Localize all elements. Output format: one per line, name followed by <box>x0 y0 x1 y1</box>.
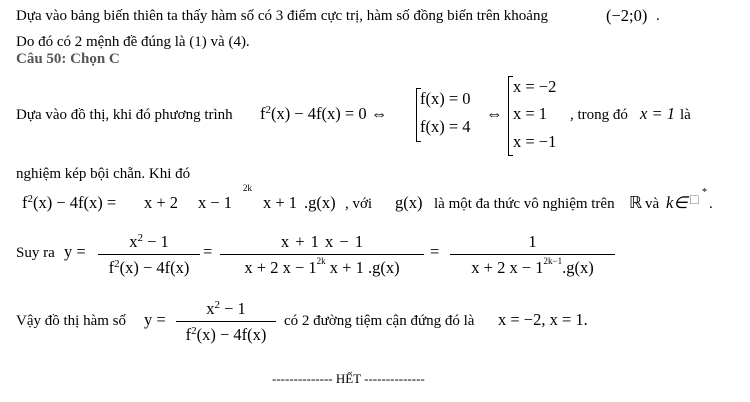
fraction-4 <box>176 299 276 345</box>
paragraph-line-4: nghiệm kép bội chẵn. Khi đó <box>16 166 191 182</box>
missing-glyph-box: □ <box>690 193 699 208</box>
period: . <box>656 8 660 24</box>
factor-2-exponent: 2k <box>243 183 252 193</box>
paragraph-line-3-post: , trong đó <box>570 107 628 123</box>
equals-2: = <box>430 242 440 261</box>
fraction-4-denominator: $f^2(x) - 4f(x)$ <box>185 325 267 344</box>
fraction-3-numerator: 1 <box>528 232 537 251</box>
fraction-3-denominator <box>471 258 593 278</box>
g-of-x: g(x) <box>395 193 423 212</box>
paragraph-line-1: Dựa vào bảng biến thiên ta thấy hàm số có 3 điểm cực trị, hàm số đồng biến trên khoảng <box>16 8 548 24</box>
line-5-desc: là một đa thức vô nghiệm trên <box>434 196 615 212</box>
line-7-post: có 2 đường tiệm cận đứng đó là <box>284 313 475 329</box>
fraction-2-denominator <box>244 258 399 278</box>
fraction-3 <box>450 232 615 278</box>
fraction-2-numerator: x + 1 x − 1 <box>280 232 364 251</box>
root-1: x = −2 <box>513 77 557 96</box>
fraction-2-den-part-a: x + 2 x − 1 <box>244 258 317 277</box>
fraction-2-den-exponent: 2k <box>316 256 326 266</box>
line-5-and: và <box>645 196 660 212</box>
fraction-1-numerator: $x^2 - 1$ <box>129 232 169 251</box>
system-eq-1: f(x) = 0 <box>420 89 471 108</box>
line-5-with: , với <box>345 196 373 212</box>
fraction-3-bar <box>450 254 615 255</box>
fraction-1-bar <box>98 254 200 255</box>
fraction-2-bar <box>220 254 424 255</box>
line-6-pre: Suy ra <box>16 245 55 261</box>
equals-1: = <box>203 242 213 261</box>
fraction-3-den-part-a: x + 2 x − 1 <box>471 258 544 277</box>
star-superscript: * <box>702 187 707 198</box>
k-element: k∈ <box>666 193 688 212</box>
paragraph-line-3-post2: là <box>680 107 691 123</box>
footer-end-marker: -------------- HẾT -------------- <box>272 371 425 386</box>
paragraph-line-3-pre: Dựa vào đồ thị, khi đó phương trình <box>16 107 233 123</box>
factor-1: x + 2 <box>144 193 179 212</box>
paragraph-line-2: Do đó có 2 mệnh đề đúng là (1) và (4). <box>16 34 250 50</box>
fraction-2 <box>220 232 424 278</box>
factor-3: x + 1 <box>263 193 298 212</box>
real-numbers-symbol: ℝ <box>629 193 643 212</box>
line-7-y: y = <box>144 310 166 329</box>
equivalence-arrow: ⇔ <box>486 104 503 123</box>
fraction-3-den-part-b: .g(x) <box>562 258 594 277</box>
factor-4: .g(x) <box>304 193 336 212</box>
line-6-y: y = <box>64 242 86 261</box>
system-eq-2: f(x) = 4 <box>420 117 471 136</box>
interval-text: (−2;0) <box>606 6 648 25</box>
fraction-1 <box>98 232 200 278</box>
root-variable: x = 1 <box>640 104 675 123</box>
fraction-2-den-part-b: x + 1 .g(x) <box>329 258 400 277</box>
fraction-4-numerator: $x^2 - 1$ <box>206 299 246 318</box>
asymptotes: x = −2, x = 1. <box>498 310 588 329</box>
equation-f2-4f: $f^2(x) - 4f(x) = 0$ ⇔ <box>260 104 388 123</box>
fraction-3-den-exponent: 2k−1 <box>543 256 563 266</box>
root-3: x = −1 <box>513 132 557 151</box>
factor-2: x − 1 <box>198 193 233 212</box>
fraction-4-bar <box>176 321 276 322</box>
factorization-lhs: $f^2(x) - 4f(x)$ = <box>22 193 117 212</box>
line-5-period: . <box>709 196 713 212</box>
fraction-1-denominator: $f^2(x) - 4f(x)$ <box>108 258 190 277</box>
line-7-pre: Vậy đồ thị hàm số <box>16 313 126 329</box>
root-2: x = 1 <box>513 104 548 123</box>
question-header: Câu 50: Chọn C <box>16 51 120 67</box>
